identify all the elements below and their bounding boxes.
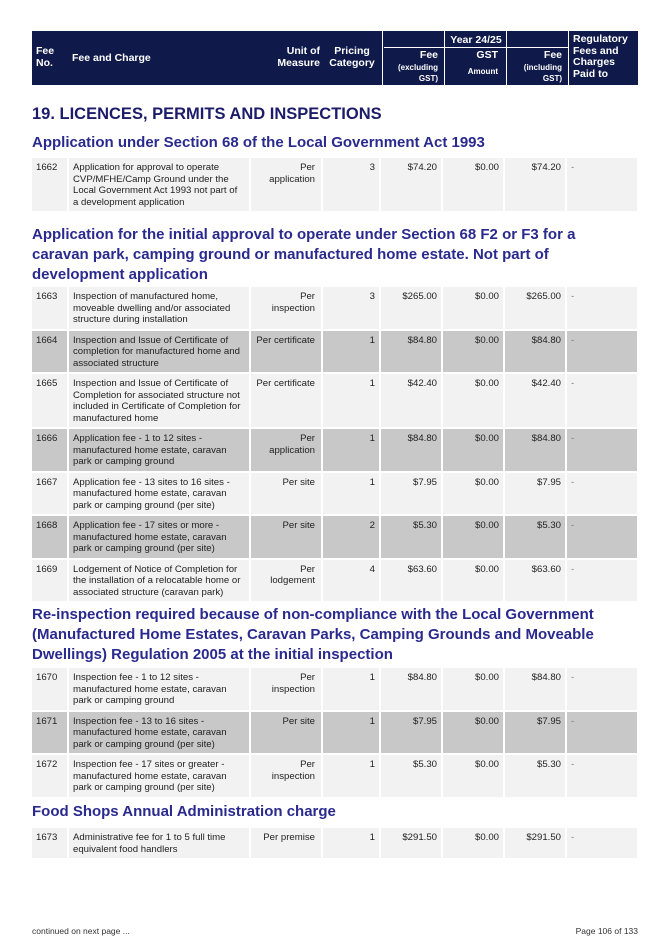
unit-of-measure: Per certificate <box>250 373 322 428</box>
header-unit-of-measure: Unit of Measure <box>277 45 320 69</box>
regulatory-paid-to: - <box>566 711 638 755</box>
unit-of-measure: Per application <box>250 428 322 472</box>
fee-no: 1665 <box>32 373 68 428</box>
fee-table <box>32 287 639 603</box>
header-regulatory: Regulatory Fees and Charges Paid to <box>573 33 628 80</box>
unit-of-measure: Per inspection <box>250 668 322 711</box>
pricing-category: 1 <box>322 428 380 472</box>
fee-no: 1664 <box>32 330 68 374</box>
unit-of-measure: Per site <box>250 515 322 559</box>
table-row <box>32 428 638 472</box>
regulatory-paid-to: - <box>566 287 638 330</box>
fee-incl-gst: $84.80 <box>504 428 566 472</box>
fee-no: 1673 <box>32 828 68 859</box>
gst-amount: $0.00 <box>442 711 504 755</box>
group-title: Re-inspection required because of non-compliance with the Local Government (Manufactured Home Estates, Caravan Parks, Camping Grounds and Moveable Dwellings) Regulation 2005 at the initial inspection <box>32 606 594 663</box>
fee-incl-gst: $5.30 <box>504 515 566 559</box>
fee-description: Lodgement of Notice of Completion for the installation of a relocatable home or associated structure (caravan park) <box>68 559 250 603</box>
fee-incl-gst: $84.80 <box>504 668 566 711</box>
fee-excl-gst: $5.30 <box>380 515 442 559</box>
fee-description: Inspection and Issue of Certificate of Completion for associated structure not included in Certificate of Completion for manufactured home <box>68 373 250 428</box>
table-row <box>32 754 638 798</box>
fee-table <box>32 158 639 213</box>
fee-description: Inspection fee - 1 to 12 sites - manufactured home estate, caravan park or camping ground <box>68 668 250 711</box>
gst-amount: $0.00 <box>442 515 504 559</box>
pricing-category: 1 <box>322 711 380 755</box>
pricing-category: 1 <box>322 330 380 374</box>
regulatory-paid-to: - <box>566 828 638 859</box>
regulatory-paid-to: - <box>566 428 638 472</box>
gst-amount: $0.00 <box>442 472 504 516</box>
fee-incl-gst: $84.80 <box>504 330 566 374</box>
fee-excl-gst: $63.60 <box>380 559 442 603</box>
fee-incl-gst: $7.95 <box>504 711 566 755</box>
fee-excl-gst: $84.80 <box>380 330 442 374</box>
unit-of-measure: Per site <box>250 472 322 516</box>
regulatory-paid-to: - <box>566 668 638 711</box>
fee-description: Application fee - 13 sites to 16 sites - manufactured home estate, caravan park or camping ground (per site) <box>68 472 250 516</box>
header-fee-and-charge: Fee and Charge <box>72 52 151 64</box>
pricing-category: 1 <box>322 373 380 428</box>
fee-no: 1671 <box>32 711 68 755</box>
regulatory-paid-to: - <box>566 373 638 428</box>
section-title: 19. LICENCES, PERMITS AND INSPECTIONS <box>32 105 382 123</box>
fee-excl-gst: $7.95 <box>380 472 442 516</box>
page-number: Page 106 of 133 <box>575 926 638 936</box>
fee-description: Application for approval to operate CVP/MFHE/Camp Ground under the Local Government Act 1993 not part of a development application <box>68 158 250 212</box>
fee-no: 1663 <box>32 287 68 330</box>
regulatory-paid-to: - <box>566 158 638 212</box>
fee-excl-gst: $7.95 <box>380 711 442 755</box>
fee-description: Application fee - 1 to 12 sites - manufactured home estate, caravan park or camping ground <box>68 428 250 472</box>
fee-no: 1667 <box>32 472 68 516</box>
table-header <box>32 31 638 85</box>
fee-incl-gst: $7.95 <box>504 472 566 516</box>
gst-amount: $0.00 <box>442 828 504 859</box>
fee-no: 1670 <box>32 668 68 711</box>
header-fee-excl: Fee <box>419 49 438 61</box>
table-row <box>32 559 638 603</box>
table-row <box>32 668 638 711</box>
fee-description: Inspection and Issue of Certificate of completion for manufactured home and associated structure <box>68 330 250 374</box>
fee-excl-gst: $74.20 <box>380 158 442 212</box>
fee-excl-gst: $265.00 <box>380 287 442 330</box>
regulatory-paid-to: - <box>566 330 638 374</box>
table-row <box>32 158 638 212</box>
fee-excl-gst: $42.40 <box>380 373 442 428</box>
fee-description: Inspection fee - 17 sites or greater - manufactured home estate, caravan park or camping ground (per site) <box>68 754 250 798</box>
unit-of-measure: Per application <box>250 158 322 212</box>
unit-of-measure: Per premise <box>250 828 322 859</box>
fee-table <box>32 828 639 860</box>
gst-amount: $0.00 <box>442 373 504 428</box>
fee-incl-gst: $291.50 <box>504 828 566 859</box>
unit-of-measure: Per inspection <box>250 754 322 798</box>
unit-of-measure: Per certificate <box>250 330 322 374</box>
unit-of-measure: Per site <box>250 711 322 755</box>
fee-incl-gst: $63.60 <box>504 559 566 603</box>
group-title: Application under Section 68 of the Local Government Act 1993 <box>32 134 485 151</box>
regulatory-paid-to: - <box>566 754 638 798</box>
group-title: Application for the initial approval to operate under Section 68 F2 or F3 for a caravan park, camping ground or manufactured home estate. Not part of development application <box>32 226 576 283</box>
header-year: Year 24/25 <box>450 34 502 46</box>
regulatory-paid-to: - <box>566 515 638 559</box>
pricing-category: 4 <box>322 559 380 603</box>
header-gst: GST <box>476 49 498 61</box>
fee-no: 1662 <box>32 158 68 212</box>
table-row <box>32 515 638 559</box>
gst-amount: $0.00 <box>442 330 504 374</box>
fee-no: 1666 <box>32 428 68 472</box>
fee-excl-gst: $5.30 <box>380 754 442 798</box>
fee-no: 1672 <box>32 754 68 798</box>
table-row <box>32 711 638 755</box>
fee-incl-gst: $74.20 <box>504 158 566 212</box>
fee-description: Inspection of manufactured home, moveable dwelling and/or associated structure during installation <box>68 287 250 330</box>
gst-amount: $0.00 <box>442 428 504 472</box>
fee-excl-gst: $291.50 <box>380 828 442 859</box>
gst-amount: $0.00 <box>442 668 504 711</box>
gst-amount: $0.00 <box>442 754 504 798</box>
gst-amount: $0.00 <box>442 287 504 330</box>
unit-of-measure: Per inspection <box>250 287 322 330</box>
pricing-category: 1 <box>322 668 380 711</box>
header-fee-no: Fee No. <box>36 45 55 69</box>
fee-table <box>32 668 639 799</box>
header-gst-sub: Amount <box>467 67 498 76</box>
pricing-category: 3 <box>322 158 380 212</box>
continued-note: continued on next page ... <box>32 926 130 936</box>
pricing-category: 2 <box>322 515 380 559</box>
group-title: Food Shops Annual Administration charge <box>32 803 336 820</box>
header-fee-incl: Fee <box>543 49 562 61</box>
fee-description: Inspection fee - 13 to 16 sites - manufactured home estate, caravan park or camping ground (per site) <box>68 711 250 755</box>
gst-amount: $0.00 <box>442 559 504 603</box>
fee-incl-gst: $42.40 <box>504 373 566 428</box>
fee-description: Application fee - 17 sites or more - manufactured home estate, caravan park or camping ground (per site) <box>68 515 250 559</box>
fee-excl-gst: $84.80 <box>380 428 442 472</box>
table-row <box>32 472 638 516</box>
table-row <box>32 287 638 330</box>
header-fee-excl-sub: (excluding GST) <box>397 63 438 83</box>
gst-amount: $0.00 <box>442 158 504 212</box>
regulatory-paid-to: - <box>566 472 638 516</box>
pricing-category: 1 <box>322 828 380 859</box>
header-pricing-category: Pricing Category <box>329 45 375 69</box>
regulatory-paid-to: - <box>566 559 638 603</box>
fee-description: Administrative fee for 1 to 5 full time equivalent food handlers <box>68 828 250 859</box>
pricing-category: 1 <box>322 754 380 798</box>
fee-no: 1668 <box>32 515 68 559</box>
unit-of-measure: Per lodgement <box>250 559 322 603</box>
pricing-category: 3 <box>322 287 380 330</box>
fee-incl-gst: $5.30 <box>504 754 566 798</box>
table-row <box>32 330 638 374</box>
header-fee-incl-sub: (including GST) <box>523 63 562 83</box>
fee-excl-gst: $84.80 <box>380 668 442 711</box>
table-row <box>32 373 638 428</box>
fee-incl-gst: $265.00 <box>504 287 566 330</box>
fee-no: 1669 <box>32 559 68 603</box>
table-row <box>32 828 638 859</box>
pricing-category: 1 <box>322 472 380 516</box>
